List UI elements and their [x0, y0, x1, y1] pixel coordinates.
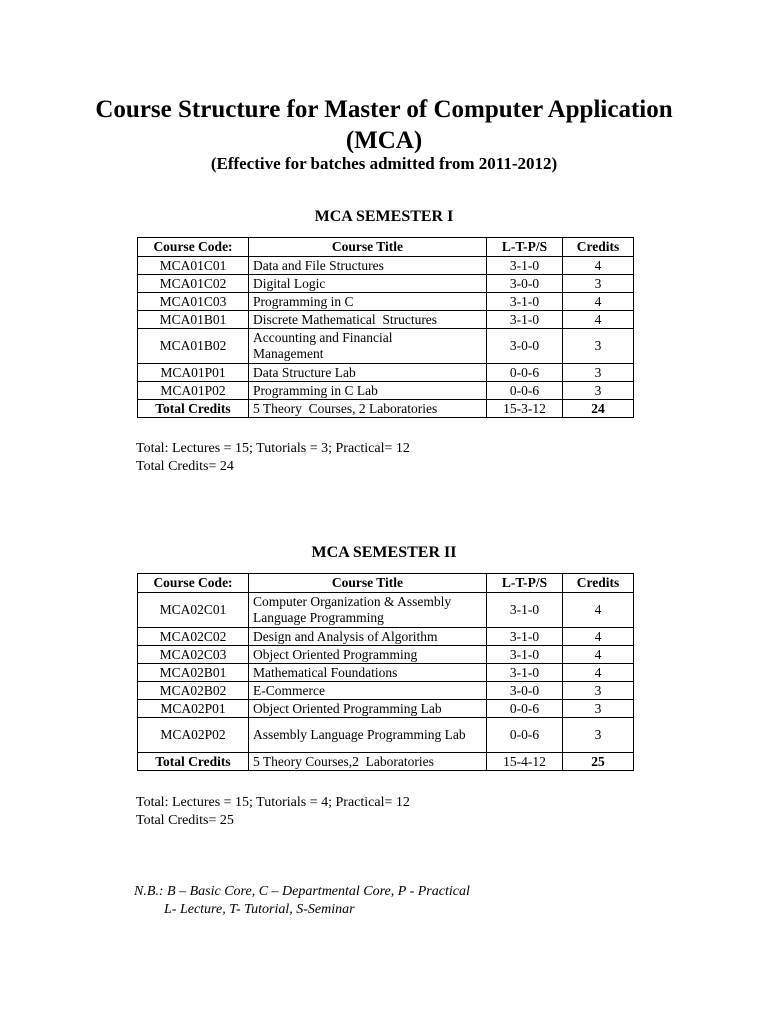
course-credits: 4 [563, 593, 634, 628]
table-row [138, 311, 634, 329]
table-row [138, 646, 634, 664]
column-header-title: Course Title [249, 574, 487, 593]
course-credits: 3 [563, 682, 634, 700]
column-header-credits: Credits [563, 238, 634, 257]
table-row [138, 700, 634, 718]
course-ltp: 3-1-0 [487, 293, 563, 311]
page-subtitle: (Effective for batches admitted from 2011-2012) [210, 154, 558, 173]
course-ltp: 0-0-6 [487, 382, 563, 400]
course-title: Computer Organization & Assembly Language Programming [249, 593, 487, 628]
course-code: MCA01B02 [138, 329, 249, 364]
course-credits: 4 [563, 293, 634, 311]
table-row [138, 664, 634, 682]
course-ltp: 0-0-6 [487, 364, 563, 382]
table-row [138, 382, 634, 400]
semester-1-summary-credits: Total Credits= 24 [136, 459, 234, 474]
course-title: Digital Logic [249, 275, 487, 293]
course-ltp: 3-1-0 [487, 257, 563, 275]
table-row [138, 275, 634, 293]
course-ltp: 3-1-0 [487, 311, 563, 329]
column-header-title: Course Title [249, 238, 487, 257]
total-label: Total Credits [138, 400, 249, 418]
course-code: MCA01C02 [138, 275, 249, 293]
course-code: MCA02P02 [138, 718, 249, 753]
total-credits: 24 [563, 400, 634, 418]
page-title-line-2: (MCA) [345, 127, 423, 154]
table-row [138, 364, 634, 382]
course-title: Accounting and Financial Management [249, 329, 487, 364]
table-row [138, 628, 634, 646]
table-row [138, 718, 634, 753]
total-row [138, 753, 634, 771]
course-credits: 4 [563, 646, 634, 664]
course-ltp: 0-0-6 [487, 700, 563, 718]
course-credits: 3 [563, 718, 634, 753]
course-title: E-Commerce [249, 682, 487, 700]
course-title: Object Oriented Programming [249, 646, 487, 664]
course-ltp: 3-1-0 [487, 593, 563, 628]
table-header-row [138, 574, 634, 593]
course-code: MCA01P01 [138, 364, 249, 382]
course-code: MCA02B01 [138, 664, 249, 682]
abbreviation-note-line-2: L- Lecture, T- Tutorial, S-Seminar [164, 902, 355, 917]
total-ltp: 15-3-12 [487, 400, 563, 418]
course-credits: 3 [563, 275, 634, 293]
course-ltp: 3-0-0 [487, 275, 563, 293]
total-credits: 25 [563, 753, 634, 771]
column-header-ltp: L-T-P/S [487, 238, 563, 257]
semester-2-table [137, 573, 634, 771]
table-row [138, 329, 634, 364]
course-credits: 3 [563, 364, 634, 382]
abbreviation-note-line-1: N.B.: B – Basic Core, C – Departmental Core, P - Practical [134, 884, 470, 899]
course-title: Data Structure Lab [249, 364, 487, 382]
course-ltp: 3-1-0 [487, 628, 563, 646]
course-title: Assembly Language Programming Lab [249, 718, 487, 753]
course-code: MCA02C01 [138, 593, 249, 628]
table-row [138, 257, 634, 275]
course-credits: 3 [563, 329, 634, 364]
course-title: Design and Analysis of Algorithm [249, 628, 487, 646]
table-row [138, 293, 634, 311]
course-code: MCA02B02 [138, 682, 249, 700]
course-code: MCA01B01 [138, 311, 249, 329]
course-credits: 4 [563, 311, 634, 329]
course-ltp: 3-1-0 [487, 664, 563, 682]
total-ltp: 15-4-12 [487, 753, 563, 771]
column-header-code: Course Code: [138, 238, 249, 257]
course-ltp: 3-1-0 [487, 646, 563, 664]
semester-2-summary-hours: Total: Lectures = 15; Tutorials = 4; Practical= 12 [136, 795, 410, 810]
course-title: Programming in C [249, 293, 487, 311]
column-header-code: Course Code: [138, 574, 249, 593]
total-label: Total Credits [138, 753, 249, 771]
semester-2-summary-credits: Total Credits= 25 [136, 813, 234, 828]
course-title: Mathematical Foundations [249, 664, 487, 682]
total-row [138, 400, 634, 418]
course-title: Programming in C Lab [249, 382, 487, 400]
column-header-credits: Credits [563, 574, 634, 593]
course-code: MCA01P02 [138, 382, 249, 400]
course-code: MCA01C03 [138, 293, 249, 311]
course-credits: 4 [563, 664, 634, 682]
course-credits: 3 [563, 382, 634, 400]
course-credits: 4 [563, 257, 634, 275]
course-ltp: 3-0-0 [487, 682, 563, 700]
total-description: 5 Theory Courses, 2 Laboratories [249, 400, 487, 418]
course-title: Discrete Mathematical Structures [249, 311, 487, 329]
column-header-ltp: L-T-P/S [487, 574, 563, 593]
total-description: 5 Theory Courses,2 Laboratories [249, 753, 487, 771]
course-credits: 4 [563, 628, 634, 646]
course-ltp: 0-0-6 [487, 718, 563, 753]
semester-1-summary-hours: Total: Lectures = 15; Tutorials = 3; Practical= 12 [136, 441, 410, 456]
course-title: Object Oriented Programming Lab [249, 700, 487, 718]
course-code: MCA02P01 [138, 700, 249, 718]
course-credits: 3 [563, 700, 634, 718]
course-ltp: 3-0-0 [487, 329, 563, 364]
course-code: MCA01C01 [138, 257, 249, 275]
page-title-line-1: Course Structure for Master of Computer Application [95, 96, 673, 123]
course-code: MCA02C02 [138, 628, 249, 646]
semester-1-table [137, 237, 634, 418]
table-header-row [138, 238, 634, 257]
table-row [138, 593, 634, 628]
course-code: MCA02C03 [138, 646, 249, 664]
course-title: Data and File Structures [249, 257, 487, 275]
semester-1-heading: MCA SEMESTER I [314, 208, 454, 225]
table-row [138, 682, 634, 700]
semester-2-heading: MCA SEMESTER II [311, 544, 457, 561]
